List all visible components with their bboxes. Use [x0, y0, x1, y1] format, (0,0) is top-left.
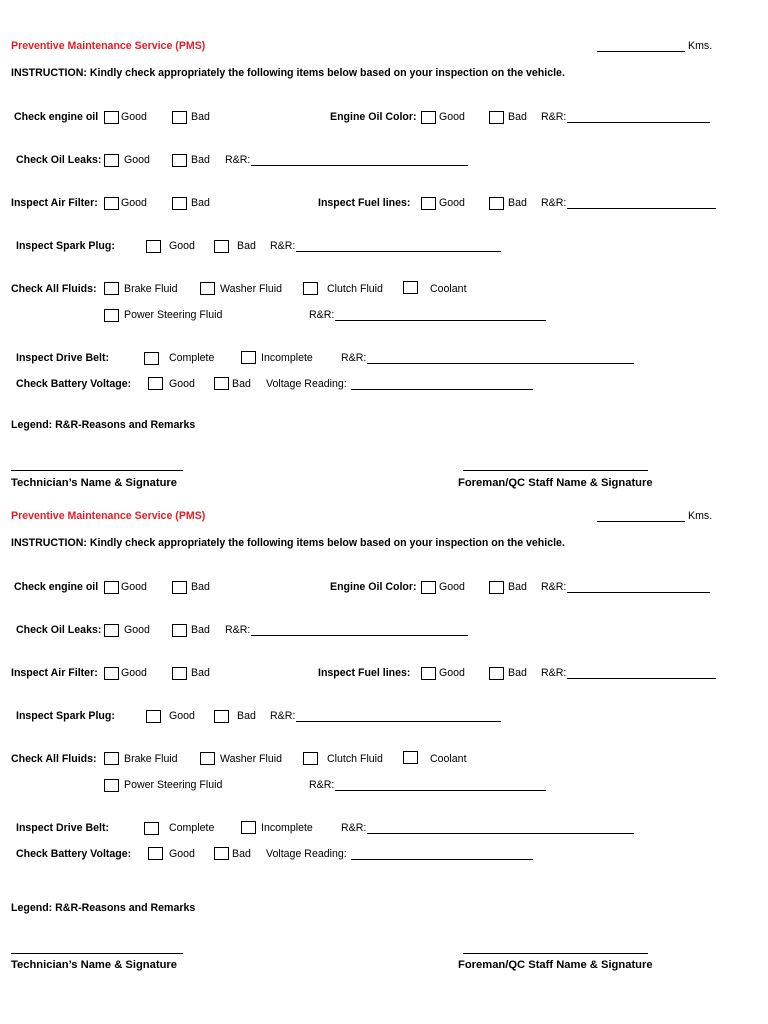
drive-belt-rr-line[interactable]: [367, 363, 634, 364]
oil-leaks-label: Check Oil Leaks:: [16, 624, 102, 636]
power-steering-fluid-label: Power Steering Fluid: [124, 309, 223, 321]
fuel-lines-rr-label: R&R:: [541, 667, 567, 679]
washer-fluid-checkbox[interactable]: [200, 282, 215, 295]
engine-oil-color-good-label: Good: [439, 111, 465, 123]
engine-oil-good-label: Good: [121, 581, 147, 593]
drive-belt-complete-label: Complete: [169, 822, 215, 834]
fuel-lines-good-label: Good: [439, 197, 465, 209]
fluids-rr-line[interactable]: [335, 320, 546, 321]
spark-plug-bad-checkbox[interactable]: [214, 240, 229, 253]
engine-oil-color-good-label: Good: [439, 581, 465, 593]
technician-signature-label: Technician’s Name & Signature: [11, 959, 177, 971]
spark-plug-bad-label: Bad: [237, 240, 256, 252]
drive-belt-incomplete-label: Incomplete: [261, 822, 313, 834]
drive-belt-complete-checkbox[interactable]: [144, 352, 159, 365]
voltage-reading-line[interactable]: [351, 389, 533, 390]
engine-oil-color-label: Engine Oil Color:: [330, 581, 417, 593]
brake-fluid-label: Brake Fluid: [124, 283, 178, 295]
drive-belt-incomplete-label: Incomplete: [261, 352, 313, 364]
oil-leaks-rr-line[interactable]: [251, 165, 468, 166]
foreman-signature-label: Foreman/QC Staff Name & Signature: [458, 959, 653, 971]
coolant-checkbox[interactable]: [403, 751, 418, 764]
engine-oil-good-checkbox[interactable]: [104, 581, 119, 594]
battery-bad-checkbox[interactable]: [214, 377, 229, 390]
spark-plug-rr-line[interactable]: [296, 251, 501, 252]
technician-signature-line[interactable]: [11, 953, 183, 954]
spark-plug-rr-line[interactable]: [296, 721, 501, 722]
engine-oil-color-bad-checkbox[interactable]: [489, 581, 504, 594]
air-filter-bad-checkbox[interactable]: [172, 197, 187, 210]
drive-belt-rr-label: R&R:: [341, 822, 367, 834]
fluids-rr-line[interactable]: [335, 790, 546, 791]
spark-plug-label: Inspect Spark Plug:: [16, 710, 115, 722]
washer-fluid-checkbox[interactable]: [200, 752, 215, 765]
battery-label: Check Battery Voltage:: [16, 378, 132, 390]
spark-plug-rr-label: R&R:: [270, 240, 296, 252]
drive-belt-label: Inspect Drive Belt:: [16, 352, 110, 364]
fluids-label: Check All Fluids:: [11, 753, 97, 765]
fuel-lines-good-checkbox[interactable]: [421, 667, 436, 680]
battery-good-label: Good: [169, 378, 195, 390]
engine-oil-bad-checkbox[interactable]: [172, 581, 187, 594]
battery-good-label: Good: [169, 848, 195, 860]
fuel-lines-label: Inspect Fuel lines:: [318, 197, 411, 209]
fuel-lines-rr-line[interactable]: [567, 678, 716, 679]
drive-belt-complete-label: Complete: [169, 352, 215, 364]
power-steering-fluid-checkbox[interactable]: [104, 779, 119, 792]
oil-leaks-rr-label: R&R:: [225, 624, 251, 636]
drive-belt-rr-line[interactable]: [367, 833, 634, 834]
battery-bad-label: Bad: [232, 378, 251, 390]
fuel-lines-rr-label: R&R:: [541, 197, 567, 209]
air-filter-bad-label: Bad: [191, 667, 210, 679]
legend: Legend: R&R-Reasons and Remarks: [11, 902, 196, 914]
oil-leaks-bad-label: Bad: [191, 154, 210, 166]
engine-oil-bad-label: Bad: [191, 581, 210, 593]
air-filter-label: Inspect Air Filter:: [11, 197, 98, 209]
air-filter-good-label: Good: [121, 667, 147, 679]
drive-belt-incomplete-checkbox[interactable]: [241, 821, 256, 834]
engine-oil-color-rr-label: R&R:: [541, 581, 567, 593]
air-filter-bad-checkbox[interactable]: [172, 667, 187, 680]
kms-label: Kms.: [688, 510, 713, 522]
clutch-fluid-label: Clutch Fluid: [327, 753, 383, 765]
engine-oil-color-rr-line[interactable]: [567, 122, 710, 123]
engine-oil-color-good-checkbox[interactable]: [421, 581, 436, 594]
drive-belt-complete-checkbox[interactable]: [144, 822, 159, 835]
air-filter-good-checkbox[interactable]: [104, 667, 119, 680]
engine-oil-color-rr-label: R&R:: [541, 111, 567, 123]
form-title: Preventive Maintenance Service (PMS): [11, 510, 206, 522]
engine-oil-good-checkbox[interactable]: [104, 111, 119, 124]
fluids-label: Check All Fluids:: [11, 283, 97, 295]
legend: Legend: R&R-Reasons and Remarks: [11, 419, 196, 431]
foreman-signature-label: Foreman/QC Staff Name & Signature: [458, 477, 653, 489]
coolant-label: Coolant: [430, 283, 467, 295]
air-filter-label: Inspect Air Filter:: [11, 667, 98, 679]
drive-belt-rr-label: R&R:: [341, 352, 367, 364]
spark-plug-rr-label: R&R:: [270, 710, 296, 722]
kms-line[interactable]: [597, 521, 685, 522]
pms-form-copy-1: [0, 0, 768, 489]
kms-line[interactable]: [597, 51, 685, 52]
engine-oil-label: Check engine oil: [14, 581, 99, 593]
spark-plug-label: Inspect Spark Plug:: [16, 240, 115, 252]
coolant-label: Coolant: [430, 753, 467, 765]
brake-fluid-checkbox[interactable]: [104, 752, 119, 765]
kms-label: Kms.: [688, 40, 713, 52]
battery-good-checkbox[interactable]: [148, 377, 163, 390]
coolant-checkbox[interactable]: [403, 281, 418, 294]
instruction: INSTRUCTION: Kindly check appropriately the following items below based on your inspection on the vehicle.: [11, 537, 565, 549]
spark-plug-good-label: Good: [169, 240, 195, 252]
clutch-fluid-checkbox[interactable]: [303, 282, 318, 295]
instruction: INSTRUCTION: Kindly check appropriately the following items below based on your inspection on the vehicle.: [11, 67, 565, 79]
fluids-rr-label: R&R:: [309, 309, 335, 321]
spark-plug-good-label: Good: [169, 710, 195, 722]
fuel-lines-bad-checkbox[interactable]: [489, 197, 504, 210]
fuel-lines-good-label: Good: [439, 667, 465, 679]
voltage-reading-label: Voltage Reading:: [266, 378, 347, 390]
spark-plug-bad-checkbox[interactable]: [214, 710, 229, 723]
fuel-lines-bad-label: Bad: [508, 667, 527, 679]
drive-belt-label: Inspect Drive Belt:: [16, 822, 110, 834]
fluids-rr-label: R&R:: [309, 779, 335, 791]
engine-oil-color-bad-label: Bad: [508, 111, 527, 123]
fuel-lines-rr-line[interactable]: [567, 208, 716, 209]
engine-oil-color-bad-label: Bad: [508, 581, 527, 593]
battery-label: Check Battery Voltage:: [16, 848, 132, 860]
voltage-reading-line[interactable]: [351, 859, 533, 860]
fuel-lines-bad-label: Bad: [508, 197, 527, 209]
engine-oil-color-label: Engine Oil Color:: [330, 111, 417, 123]
technician-signature-label: Technician’s Name & Signature: [11, 477, 177, 489]
voltage-reading-label: Voltage Reading:: [266, 848, 347, 860]
oil-leaks-label: Check Oil Leaks:: [16, 154, 102, 166]
power-steering-fluid-label: Power Steering Fluid: [124, 779, 223, 791]
form-title: Preventive Maintenance Service (PMS): [11, 40, 206, 52]
spark-plug-bad-label: Bad: [237, 710, 256, 722]
engine-oil-color-bad-checkbox[interactable]: [489, 111, 504, 124]
foreman-signature-line[interactable]: [463, 953, 648, 954]
battery-bad-checkbox[interactable]: [214, 847, 229, 860]
air-filter-bad-label: Bad: [191, 197, 210, 209]
battery-bad-label: Bad: [232, 848, 251, 860]
fuel-lines-label: Inspect Fuel lines:: [318, 667, 411, 679]
fuel-lines-good-checkbox[interactable]: [421, 197, 436, 210]
engine-oil-good-label: Good: [121, 111, 147, 123]
oil-leaks-good-checkbox[interactable]: [104, 624, 119, 637]
engine-oil-bad-checkbox[interactable]: [172, 111, 187, 124]
engine-oil-color-rr-line[interactable]: [567, 592, 710, 593]
oil-leaks-rr-line[interactable]: [251, 635, 468, 636]
oil-leaks-good-checkbox[interactable]: [104, 154, 119, 167]
oil-leaks-bad-checkbox[interactable]: [172, 154, 187, 167]
air-filter-good-label: Good: [121, 197, 147, 209]
brake-fluid-checkbox[interactable]: [104, 282, 119, 295]
brake-fluid-label: Brake Fluid: [124, 753, 178, 765]
engine-oil-label: Check engine oil: [14, 111, 99, 123]
oil-leaks-good-label: Good: [124, 154, 150, 166]
spark-plug-good-checkbox[interactable]: [146, 240, 161, 253]
fuel-lines-bad-checkbox[interactable]: [489, 667, 504, 680]
oil-leaks-bad-checkbox[interactable]: [172, 624, 187, 637]
oil-leaks-bad-label: Bad: [191, 624, 210, 636]
power-steering-fluid-checkbox[interactable]: [104, 309, 119, 322]
engine-oil-color-good-checkbox[interactable]: [421, 111, 436, 124]
clutch-fluid-label: Clutch Fluid: [327, 283, 383, 295]
washer-fluid-label: Washer Fluid: [220, 283, 283, 295]
battery-good-checkbox[interactable]: [148, 847, 163, 860]
clutch-fluid-checkbox[interactable]: [303, 752, 318, 765]
engine-oil-bad-label: Bad: [191, 111, 210, 123]
drive-belt-incomplete-checkbox[interactable]: [241, 351, 256, 364]
air-filter-good-checkbox[interactable]: [104, 197, 119, 210]
spark-plug-good-checkbox[interactable]: [146, 710, 161, 723]
oil-leaks-rr-label: R&R:: [225, 154, 251, 166]
washer-fluid-label: Washer Fluid: [220, 753, 283, 765]
oil-leaks-good-label: Good: [124, 624, 150, 636]
pms-form-copy-2: [0, 470, 768, 971]
